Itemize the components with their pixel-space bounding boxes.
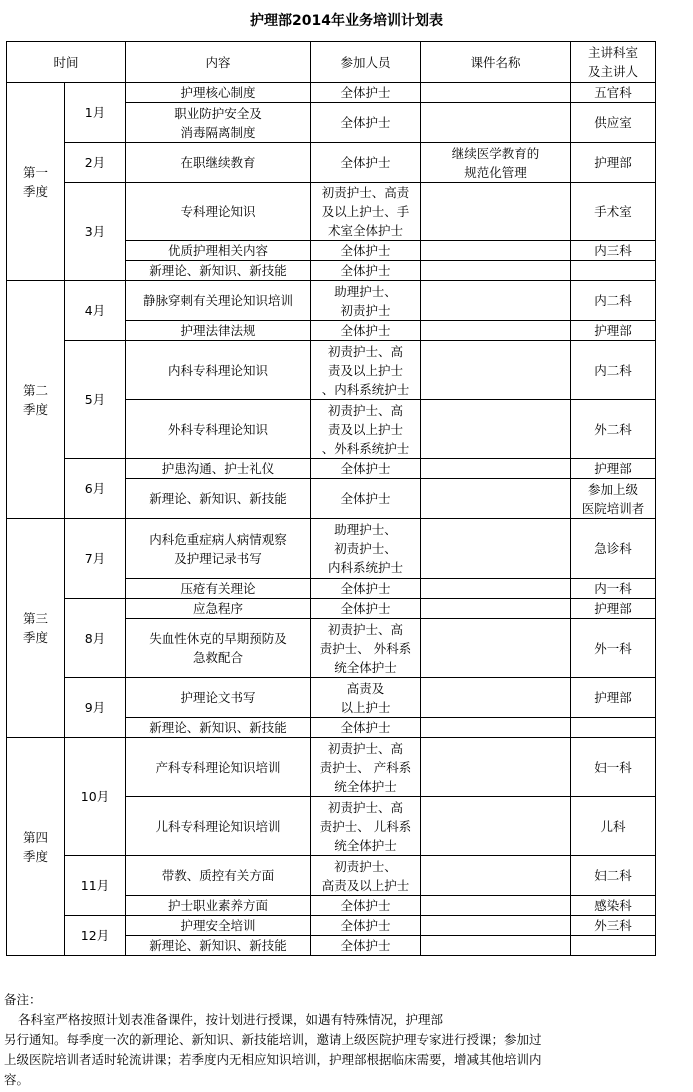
training-plan-table	[6, 41, 656, 956]
cell-line: 产科专科理论知识培训	[155, 759, 281, 775]
department-cell	[571, 936, 656, 956]
content-cell	[126, 916, 311, 936]
cell-line: 护理核心制度	[180, 85, 256, 100]
department-cell	[571, 479, 656, 519]
cell-line: 规范化管理	[464, 164, 527, 180]
month-cell: 12月	[65, 916, 126, 956]
content-cell	[126, 599, 311, 619]
cell-line: 初责护士、高	[327, 343, 403, 359]
content-cell	[126, 619, 311, 678]
content-cell	[126, 579, 311, 599]
courseware-cell	[421, 678, 571, 718]
cell-line: 全体护士	[340, 491, 391, 506]
cell-line: 、内科系统护士	[321, 381, 410, 397]
cell-line: 内科系统护士	[327, 560, 403, 575]
department-cell	[571, 241, 656, 261]
cell-line: 继续医学教育的	[451, 145, 540, 161]
quarter-line: 第二	[22, 382, 48, 398]
courseware-cell	[421, 916, 571, 936]
cell-line: 主讲科室	[587, 45, 638, 60]
courseware-cell	[421, 261, 571, 281]
participants-cell	[311, 83, 421, 103]
participants-cell	[311, 479, 421, 519]
participants-cell	[311, 896, 421, 916]
content-cell	[126, 738, 311, 797]
cell-line: 妇一科	[594, 759, 632, 775]
cell-line: 统全体护士	[334, 837, 397, 853]
cell-line: 急救配合	[192, 650, 243, 665]
cell-line: 全体护士	[340, 323, 391, 338]
content-cell	[126, 856, 311, 896]
content-cell	[126, 321, 311, 341]
quarter-cell	[7, 281, 65, 519]
cell-line: 初责护士、	[334, 541, 397, 556]
cell-line: 全体护士	[340, 85, 391, 100]
cell-line: 带教、质控有关方面	[161, 868, 275, 883]
cell-line: 初责护士、高	[327, 799, 403, 815]
cell-line: 急诊科	[594, 541, 632, 556]
table-row	[7, 459, 656, 479]
table-row	[7, 83, 656, 103]
cell-line: 感染科	[594, 898, 632, 913]
month-cell: 1月	[65, 83, 126, 143]
participants-cell	[311, 241, 421, 261]
cell-line: 失血性休克的早期预防及	[149, 631, 287, 646]
month-cell: 6月	[65, 459, 126, 519]
department-cell	[571, 103, 656, 143]
courseware-cell	[421, 241, 571, 261]
cell-line: 静脉穿刺有关理论知识培训	[142, 293, 293, 308]
department-cell	[571, 738, 656, 797]
content-cell	[126, 797, 311, 856]
department-cell	[571, 459, 656, 479]
participants-cell	[311, 183, 421, 241]
cell-line: 职业防护安全及	[174, 105, 262, 121]
cell-line: 儿科	[600, 818, 626, 834]
cell-line: 、外科系统护士	[321, 440, 410, 456]
quarter-line: 第一	[22, 164, 48, 180]
content-cell	[126, 896, 311, 916]
cell-line: 责护士、 儿科系	[319, 818, 412, 834]
cell-line: 及以上护士、手	[321, 204, 410, 219]
cell-line: 全体护士	[340, 581, 391, 596]
cell-line: 初责护士、高	[327, 402, 403, 418]
month-cell: 5月	[65, 341, 126, 459]
content-cell	[126, 459, 311, 479]
cell-line: 全体护士	[340, 263, 391, 278]
courseware-cell	[421, 856, 571, 896]
participants-cell	[311, 143, 421, 183]
courseware-cell	[421, 459, 571, 479]
quarter-line: 第三	[22, 611, 48, 626]
content-cell	[126, 479, 311, 519]
quarter-cell	[7, 519, 65, 738]
courseware-cell	[421, 936, 571, 956]
participants-cell	[311, 400, 421, 459]
department-cell	[571, 896, 656, 916]
cell-line: 全体护士	[340, 720, 391, 735]
courseware-cell	[421, 103, 571, 143]
department-cell	[571, 261, 656, 281]
cell-line: 手术室	[594, 204, 632, 219]
department-cell	[571, 400, 656, 459]
department-cell	[571, 718, 656, 738]
participants-cell	[311, 261, 421, 281]
cell-line: 术室全体护士	[327, 223, 403, 238]
cell-line: 妇二科	[594, 868, 632, 883]
department-cell	[571, 856, 656, 896]
courseware-cell	[421, 579, 571, 599]
courseware-cell	[421, 738, 571, 797]
cell-line: 应急程序	[192, 601, 243, 616]
header-courseware: 课件名称	[421, 42, 571, 83]
cell-line: 护理部	[594, 155, 632, 170]
cell-line: 内科专科理论知识	[167, 362, 268, 378]
notes-label: 备注：	[4, 992, 42, 1007]
participants-cell	[311, 797, 421, 856]
month-cell: 2月	[65, 143, 126, 183]
cell-line: 全体护士	[340, 115, 391, 130]
page-title: 护理部2014年业务培训计划表	[250, 13, 443, 29]
department-cell	[571, 678, 656, 718]
content-cell	[126, 281, 311, 321]
notes	[4, 990, 690, 1090]
cell-line: 护理部	[594, 461, 632, 476]
month-cell: 7月	[65, 519, 126, 599]
quarter-cell	[7, 738, 65, 956]
cell-line: 新理论、新知识、新技能	[149, 938, 287, 953]
participants-cell	[311, 341, 421, 400]
courseware-cell	[421, 896, 571, 916]
department-cell	[571, 519, 656, 579]
participants-cell	[311, 916, 421, 936]
courseware-cell	[421, 718, 571, 738]
quarter-line: 季度	[22, 848, 48, 864]
cell-line: 全体护士	[340, 898, 391, 913]
department-cell	[571, 321, 656, 341]
quarter-line: 第四	[22, 829, 48, 845]
department-cell	[571, 916, 656, 936]
cell-line: 外一科	[594, 640, 632, 656]
table-row	[7, 143, 656, 183]
participants-cell	[311, 936, 421, 956]
cell-line: 压疮有关理论	[180, 581, 256, 596]
table-row	[7, 856, 656, 896]
cell-line: 新理论、新知识、新技能	[149, 720, 287, 735]
cell-line: 以上护士	[340, 699, 391, 715]
department-cell	[571, 579, 656, 599]
cell-line: 儿科专科理论知识培训	[155, 818, 281, 834]
cell-line: 高责及	[346, 680, 385, 696]
cell-line: 新理论、新知识、新技能	[149, 263, 287, 278]
cell-line: 统全体护士	[334, 659, 397, 675]
notes-line: 另行通知。每季度一次的新理论、新知识、新技能培训，邀请上级医院护理专家进行授课；参加过	[4, 1032, 542, 1047]
department-cell	[571, 599, 656, 619]
participants-cell	[311, 678, 421, 718]
notes-line: 各科室严格按照计划表准备课件，按计划进行授课，如遇有特殊情况，护理部	[18, 1012, 444, 1027]
month-cell: 3月	[65, 183, 126, 281]
cell-line: 初责护士、高责	[321, 185, 410, 200]
participants-cell	[311, 579, 421, 599]
header-row	[7, 42, 656, 83]
cell-line: 助理护士、	[334, 522, 397, 537]
cell-line: 全体护士	[340, 938, 391, 953]
cell-line: 统全体护士	[334, 778, 397, 794]
quarter-line: 季度	[22, 183, 48, 199]
courseware-cell	[421, 599, 571, 619]
notes-line: 容。	[4, 1072, 30, 1087]
cell-line: 内一科	[594, 581, 632, 596]
participants-cell	[311, 281, 421, 321]
month-cell: 9月	[65, 678, 126, 738]
cell-line: 护士职业素养方面	[167, 898, 268, 913]
cell-line: 及护理记录书写	[174, 550, 262, 566]
month-cell: 4月	[65, 281, 126, 341]
content-cell	[126, 936, 311, 956]
cell-line: 及主讲人	[587, 64, 638, 79]
cell-line: 五官科	[594, 85, 632, 100]
cell-line: 初责护士、高	[327, 621, 403, 637]
header-time: 时间	[7, 42, 126, 83]
cell-line: 外二科	[594, 421, 632, 437]
cell-line: 全体护士	[340, 918, 391, 933]
content-cell	[126, 143, 311, 183]
cell-line: 供应室	[594, 115, 632, 130]
cell-line: 全体护士	[340, 461, 391, 476]
cell-line: 护理安全培训	[180, 918, 256, 933]
cell-line: 初责护士、	[334, 858, 397, 874]
table-row	[7, 738, 656, 797]
courseware-cell	[421, 797, 571, 856]
cell-line: 优质护理相关内容	[167, 243, 268, 258]
header-content: 内容	[126, 42, 311, 83]
courseware-cell	[421, 321, 571, 341]
participants-cell	[311, 599, 421, 619]
cell-line: 全体护士	[340, 243, 391, 258]
courseware-cell	[421, 341, 571, 400]
courseware-cell	[421, 619, 571, 678]
cell-line: 内科危重症病人病情观察	[149, 531, 287, 547]
cell-line: 内二科	[594, 293, 632, 308]
table-row	[7, 916, 656, 936]
cell-line: 责及以上护士	[327, 362, 403, 378]
quarter-line: 季度	[22, 401, 48, 417]
cell-line: 护理部	[594, 323, 632, 338]
cell-line: 护理部	[594, 690, 632, 705]
participants-cell	[311, 459, 421, 479]
cell-line: 参加上级	[587, 481, 638, 497]
department-cell	[571, 341, 656, 400]
content-cell	[126, 261, 311, 281]
table-row	[7, 341, 656, 400]
notes-line: 上级医院培训者适时轮流讲课；若季度内无相应知识培训，护理部根据临床需要，增减其他培训内	[4, 1052, 542, 1067]
courseware-cell	[421, 281, 571, 321]
header-participants: 参加人员	[311, 42, 421, 83]
department-cell	[571, 83, 656, 103]
table-row	[7, 599, 656, 619]
cell-line: 护理论文书写	[180, 690, 256, 705]
content-cell	[126, 400, 311, 459]
month-cell: 8月	[65, 599, 126, 678]
department-cell	[571, 619, 656, 678]
cell-line: 全体护士	[340, 601, 391, 616]
courseware-cell	[421, 479, 571, 519]
cell-line: 护理部	[594, 601, 632, 616]
table-row	[7, 183, 656, 241]
cell-line: 消毒隔离制度	[180, 124, 256, 140]
content-cell	[126, 341, 311, 400]
courseware-cell	[421, 400, 571, 459]
content-cell	[126, 718, 311, 738]
table-row	[7, 678, 656, 718]
cell-line: 初责护士、高	[327, 740, 403, 756]
content-cell	[126, 103, 311, 143]
courseware-cell	[421, 519, 571, 579]
table-row	[7, 519, 656, 579]
participants-cell	[311, 321, 421, 341]
quarter-line: 季度	[22, 630, 48, 645]
department-cell	[571, 183, 656, 241]
cell-line: 高责及以上护士	[321, 877, 410, 893]
content-cell	[126, 519, 311, 579]
cell-line: 外三科	[594, 918, 632, 933]
cell-line: 内三科	[594, 243, 632, 258]
courseware-cell	[421, 183, 571, 241]
cell-line: 专科理论知识	[180, 204, 256, 219]
cell-line: 全体护士	[340, 155, 391, 170]
participants-cell	[311, 619, 421, 678]
content-cell	[126, 241, 311, 261]
participants-cell	[311, 738, 421, 797]
cell-line: 初责护士	[340, 302, 391, 318]
participants-cell	[311, 856, 421, 896]
quarter-cell	[7, 83, 65, 281]
cell-line: 责及以上护士	[327, 421, 403, 437]
department-cell	[571, 281, 656, 321]
header-department	[571, 42, 656, 83]
cell-line: 助理护士、	[334, 283, 397, 299]
month-cell: 10月	[65, 738, 126, 856]
participants-cell	[311, 718, 421, 738]
content-cell	[126, 83, 311, 103]
courseware-cell	[421, 83, 571, 103]
participants-cell	[311, 519, 421, 579]
cell-line: 在职继续教育	[180, 155, 256, 170]
content-cell	[126, 183, 311, 241]
cell-line: 新理论、新知识、新技能	[149, 491, 287, 506]
month-cell: 11月	[65, 856, 126, 916]
department-cell	[571, 143, 656, 183]
cell-line: 外科专科理论知识	[167, 421, 268, 437]
cell-line: 责护士、 产科系	[319, 759, 412, 775]
content-cell	[126, 678, 311, 718]
cell-line: 医院培训者	[581, 500, 645, 516]
table-row	[7, 281, 656, 321]
cell-line: 内二科	[594, 362, 632, 378]
department-cell	[571, 797, 656, 856]
cell-line: 责护士、 外科系	[319, 640, 412, 656]
cell-line: 护理法律法规	[180, 323, 256, 338]
cell-line: 护患沟通、护士礼仪	[161, 461, 275, 476]
courseware-cell	[421, 143, 571, 183]
participants-cell	[311, 103, 421, 143]
